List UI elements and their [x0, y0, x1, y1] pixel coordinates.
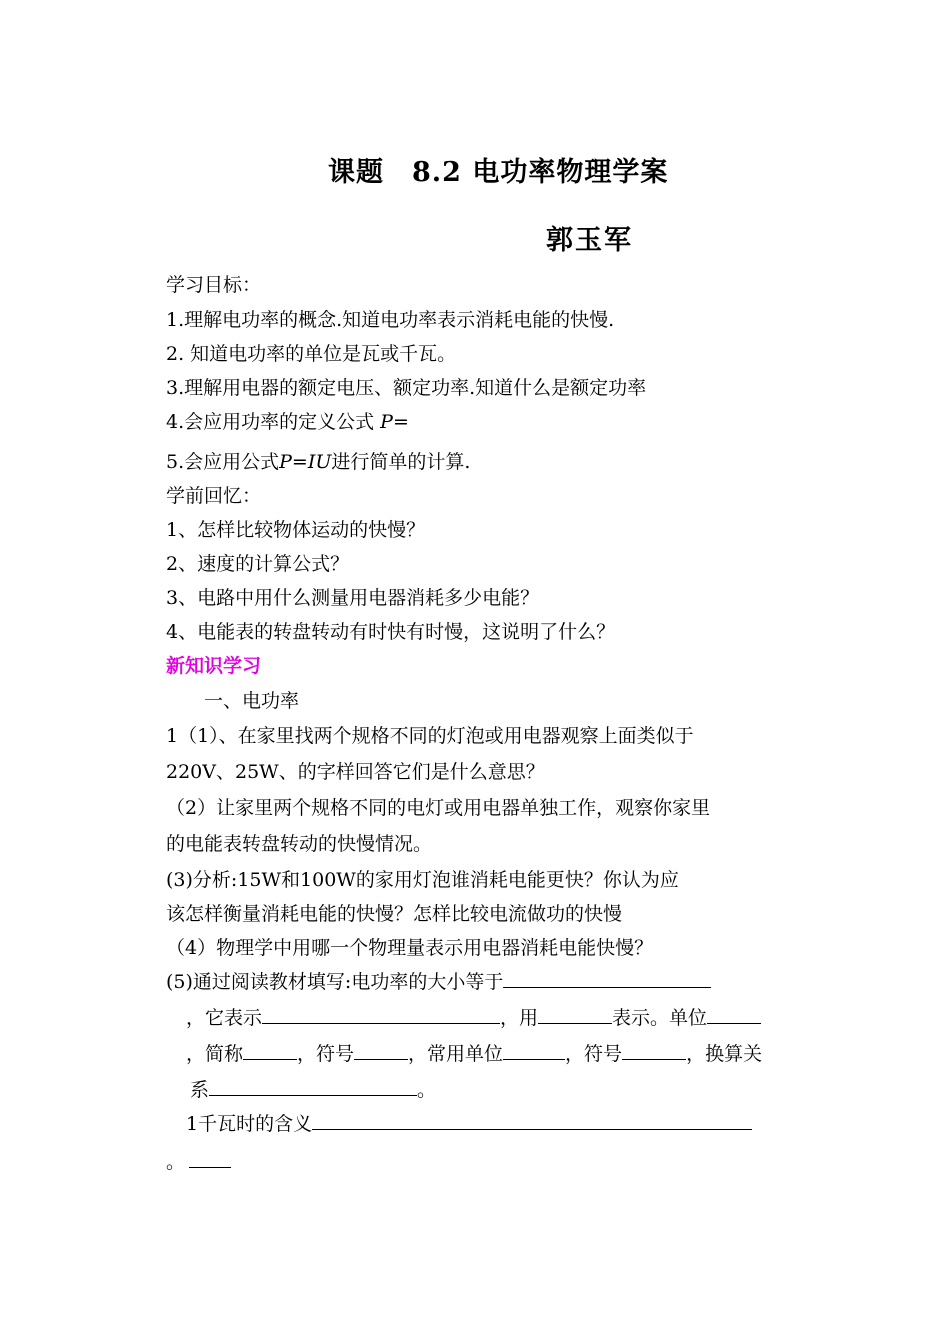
fill-text-3c: ，常用单位	[408, 1043, 504, 1065]
review-heading: 学前回忆：	[166, 485, 262, 507]
answer-blank-2[interactable]	[262, 1005, 500, 1024]
goal-5-formula: P=IU	[279, 451, 332, 473]
paragraph-2-line-1: （2）让家里两个规格不同的电灯或用电器单独工作，观察你家里	[166, 797, 711, 819]
review-question-1: 1、怎样比较物体运动的快慢？	[166, 519, 426, 541]
fill-text-4b: 。	[417, 1079, 437, 1101]
goal-5-pre: 5.会应用公式	[166, 451, 280, 473]
fill-text-2b: ，用	[500, 1007, 539, 1029]
section-heading: 一、电功率	[204, 690, 300, 712]
fill-text-3d: ，符号	[565, 1043, 623, 1065]
goal-2: 2. 知道电功率的单位是瓦或千瓦。	[166, 343, 457, 365]
fill-text-3a: ，简称	[186, 1043, 244, 1065]
paragraph-3-line-2: 该怎样衡量消耗电能的快慢？怎样比较电流做功的快慢	[166, 903, 623, 925]
paragraph-2-line-2: 的电能表转盘转动的快慢情况。	[166, 833, 433, 855]
goal-5-post: 进行简单的计算.	[331, 451, 471, 473]
answer-blank-7[interactable]	[503, 1041, 565, 1060]
end-line	[166, 1148, 231, 1176]
paragraph-1-line-1: 1（1）、在家里找两个规格不同的灯泡或用电器观察上面类似于	[166, 725, 694, 747]
kwh-line	[186, 1110, 752, 1138]
paragraph-4: （4）物理学中用哪一个物理量表示用电器消耗电能快慢？	[166, 937, 654, 959]
page-title: 课题 8.2 电功率物理学案	[328, 157, 669, 188]
answer-blank-4[interactable]	[707, 1005, 761, 1024]
fill-text-3e: ，换算关	[686, 1043, 763, 1065]
new-knowledge-heading: 新知识学习	[166, 655, 262, 677]
answer-blank-3[interactable]	[538, 1005, 612, 1024]
goals-heading: 学习目标：	[166, 274, 262, 296]
answer-blank-1[interactable]	[503, 969, 711, 988]
fill-line-3	[186, 1040, 762, 1068]
goal-3: 3.理解用电器的额定电压、额定功率.知道什么是额定功率	[166, 377, 647, 399]
review-question-2: 2、速度的计算公式？	[166, 553, 350, 575]
goal-4	[166, 408, 409, 436]
review-question-3: 3、电路中用什么测量用电器消耗多少电能？	[166, 587, 540, 609]
fill-text-2c: 表示。单位	[612, 1007, 708, 1029]
end-text: 。	[166, 1151, 186, 1173]
answer-blank-10[interactable]	[312, 1111, 752, 1130]
answer-blank-5[interactable]	[243, 1041, 297, 1060]
author-name: 郭玉军	[546, 225, 633, 256]
review-question-4: 4、电能表的转盘转动有时快有时慢，这说明了什么？	[166, 621, 616, 643]
fill-text-1: (5)通过阅读教材填写:电功率的大小等于	[166, 971, 504, 993]
fill-text-4a: 系	[190, 1079, 210, 1101]
fill-text-2a: ，它表示	[186, 1007, 263, 1029]
answer-blank-8[interactable]	[622, 1041, 686, 1060]
paragraph-1-line-2: 220V、25W、的字样回答它们是什么意思？	[166, 761, 545, 783]
fill-line-4	[190, 1076, 436, 1104]
paragraph-3-line-1: (3)分析:15W和100W的家用灯泡谁消耗电能更快？你认为应	[166, 869, 679, 891]
fill-line-1	[166, 968, 711, 996]
goal-4-formula: P=	[380, 411, 409, 433]
answer-blank-6[interactable]	[354, 1041, 408, 1060]
answer-blank-11[interactable]	[189, 1149, 231, 1168]
goal-5	[166, 448, 470, 476]
answer-blank-9[interactable]	[209, 1077, 417, 1096]
goal-4-text: 4.会应用功率的定义公式	[166, 411, 381, 433]
fill-text-3b: ，符号	[297, 1043, 355, 1065]
goal-1: 1.理解电功率的概念.知道电功率表示消耗电能的快慢.	[166, 309, 615, 331]
fill-line-2	[186, 1004, 761, 1032]
kwh-text: 1千瓦时的含义	[186, 1113, 313, 1135]
